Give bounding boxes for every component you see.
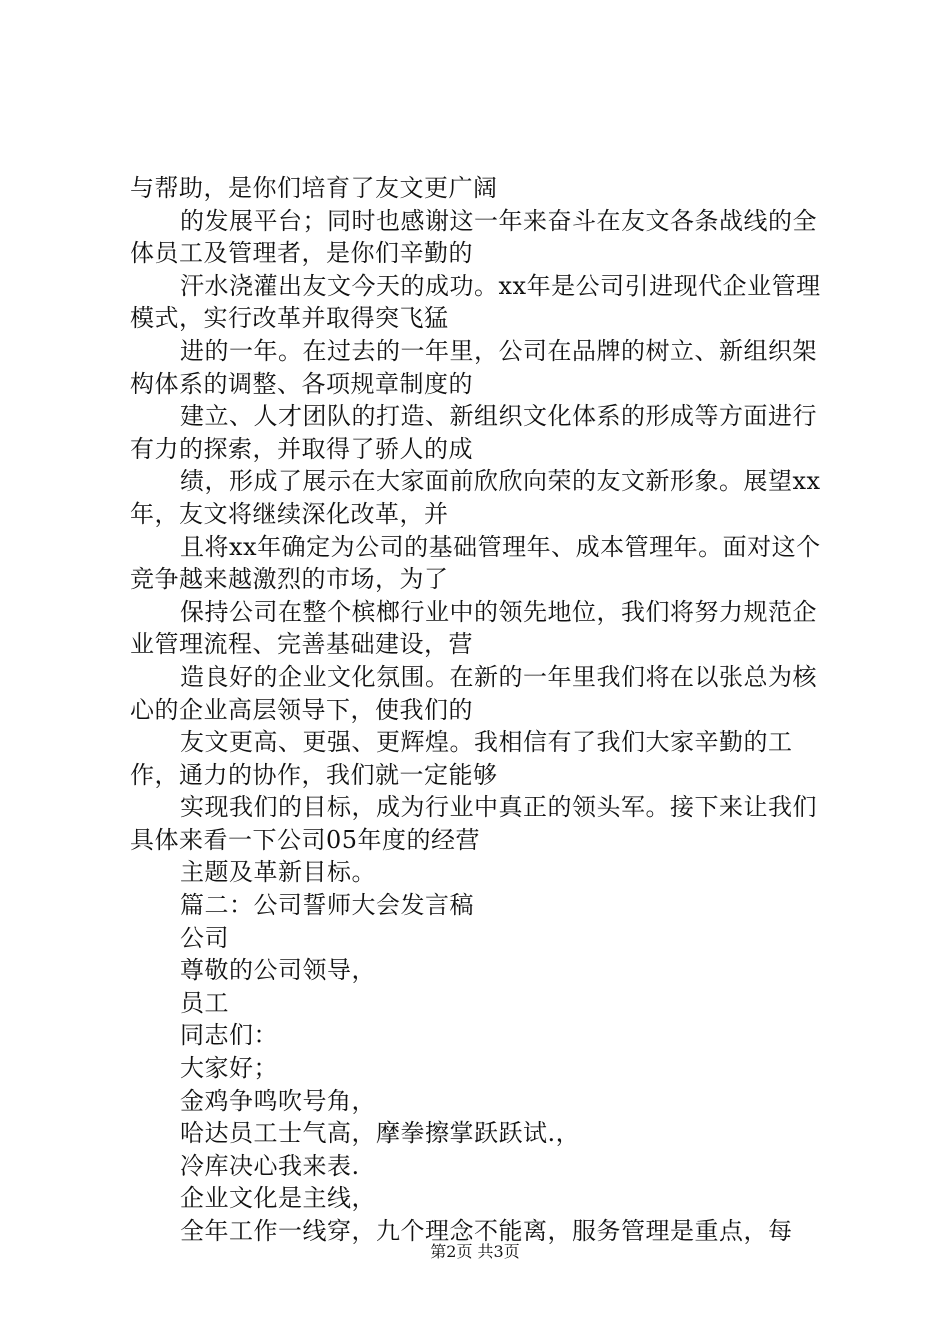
paragraph: 绩，形成了展示在大家面前欣欣向荣的友文新形象。展望xx年，友文将继续深化改革，并: [130, 467, 821, 528]
paragraph: 冷库决心我来表.: [180, 1151, 360, 1180]
paragraph: 同志们：: [180, 1021, 278, 1050]
paragraph: 且将xx年确定为公司的基础管理年、成本管理年。面对这个竞争越来越激烈的市场，为了: [130, 532, 821, 594]
paragraph: 公司: [180, 923, 229, 952]
paragraph: 友文更高、更强、更辉煌。我相信有了我们大家辛勤的工作，通力的协作，我们就一定能够: [130, 728, 793, 789]
paragraph: 员工: [180, 988, 229, 1017]
paragraph: 的发展平台；同时也感谢这一年来奋斗在友文各条战线的全体员工及管理者，是你们辛勤的: [130, 206, 817, 268]
paragraph: 保持公司在整个槟榔行业中的领先地位，我们将努力规范企业管理流程、完善基础建设，营: [130, 597, 817, 659]
page-number-footer: 第2页 共3页: [430, 1242, 520, 1261]
document-body: [130, 172, 830, 1248]
paragraph: 全年工作一线穿，九个理念不能离，服务管理是重点，每: [180, 1217, 793, 1245]
paragraph: 大家好；: [180, 1054, 278, 1083]
paragraph: 尊敬的公司领导，: [180, 956, 376, 985]
paragraph: 建立、人才团队的打造、新组织文化体系的形成等方面进行有力的探索，并取得了骄人的成: [130, 402, 817, 463]
paragraph: 进的一年。在过去的一年里，公司在品牌的树立、新组织架构体系的调整、各项规章制度的: [130, 336, 817, 398]
paragraph: 企业文化是主线，: [180, 1184, 376, 1213]
section-heading: 篇二：公司誓师大会发言稿: [180, 891, 474, 920]
paragraph: 造良好的企业文化氛围。在新的一年里我们将在以张总为核心的企业高层领导下，使我们的: [130, 662, 817, 724]
paragraph: 汗水浇灌出友文今天的成功。xx年是公司引进现代企业管理模式，实行改革并取得突飞猛: [130, 271, 821, 333]
paragraph: 与帮助，是你们培育了友文更广阔: [130, 174, 498, 202]
paragraph: 主题及革新目标。: [180, 858, 376, 887]
paragraph: 哈达员工士气高，摩拳擦掌跃跃试.，: [180, 1119, 581, 1148]
paragraph: 实现我们的目标，成为行业中真正的领头军。接下来让我们具体来看一下公司05年度的经营: [130, 793, 817, 854]
paragraph: 金鸡争鸣吹号角，: [180, 1086, 376, 1115]
